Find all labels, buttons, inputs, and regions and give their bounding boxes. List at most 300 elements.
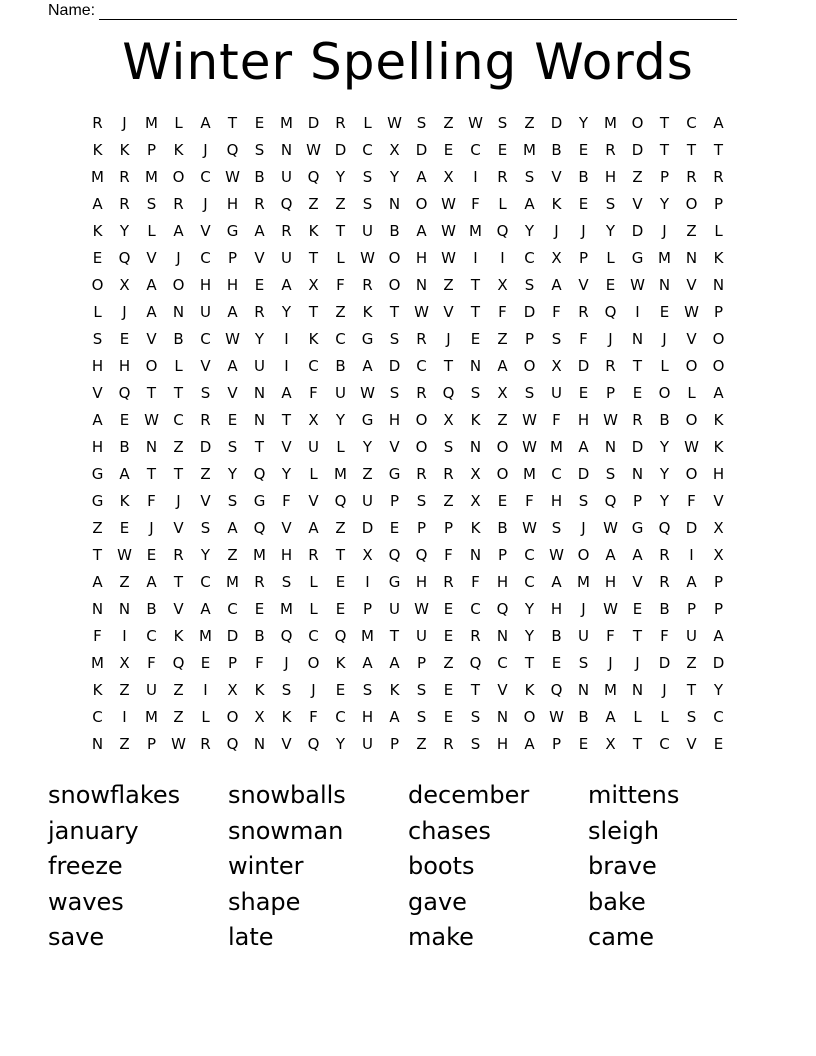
grid-letter: V	[146, 330, 157, 348]
grid-letter: H	[226, 276, 239, 294]
grid-letter: V	[92, 384, 103, 402]
grid-letter: K	[308, 222, 319, 240]
grid-letter: H	[415, 249, 428, 267]
grid-letter: M	[145, 114, 158, 132]
grid-letter: K	[119, 141, 130, 159]
grid-letter: G	[226, 222, 239, 240]
grid-letter: V	[281, 438, 292, 456]
grid-letter: S	[146, 195, 157, 213]
grid-letter: P	[362, 600, 373, 618]
grid-letter: L	[201, 708, 210, 726]
grid-letter: X	[551, 357, 562, 375]
grid-letter: P	[659, 168, 670, 186]
grid-letter: C	[362, 141, 373, 159]
grid-letter: E	[632, 600, 643, 618]
grid-letter: K	[92, 681, 103, 699]
grid-letter: T	[335, 546, 346, 564]
grid-letter: Q	[307, 735, 320, 753]
grid-letter: O	[631, 114, 644, 132]
grid-letter: O	[685, 357, 698, 375]
grid-letter: Q	[550, 681, 563, 699]
grid-letter: L	[633, 708, 642, 726]
grid-letter: S	[281, 681, 292, 699]
grid-letter: K	[713, 438, 724, 456]
grid-letter: U	[200, 303, 211, 321]
grid-letter: C	[92, 708, 103, 726]
grid-letter: T	[686, 681, 697, 699]
word-bank-item: waves	[48, 887, 124, 916]
grid-letter: L	[309, 573, 318, 591]
grid-letter: E	[578, 141, 589, 159]
grid-letter: E	[92, 249, 103, 267]
grid-letter: E	[119, 411, 130, 429]
word-search-grid	[84, 110, 732, 758]
grid-letter: I	[284, 330, 289, 348]
grid-letter: F	[552, 411, 561, 429]
grid-row	[84, 623, 732, 650]
grid-letter: J	[662, 222, 667, 240]
grid-letter: F	[444, 546, 453, 564]
grid-letter: H	[496, 573, 509, 591]
grid-letter: C	[200, 249, 211, 267]
grid-letter: A	[605, 546, 616, 564]
grid-letter: L	[309, 465, 318, 483]
grid-letter: S	[497, 114, 508, 132]
word-bank-item: make	[408, 923, 474, 951]
grid-letter: P	[146, 735, 157, 753]
grid-letter: L	[363, 114, 372, 132]
grid-letter: H	[226, 195, 239, 213]
grid-letter: B	[578, 708, 589, 726]
grid-letter: S	[92, 330, 103, 348]
grid-letter: E	[200, 654, 211, 672]
grid-letter: S	[605, 465, 616, 483]
grid-letter: H	[280, 546, 293, 564]
grid-letter: T	[470, 681, 481, 699]
grid-letter: T	[173, 573, 184, 591]
grid-letter: F	[606, 627, 615, 645]
grid-row	[84, 137, 732, 164]
grid-letter: C	[146, 627, 157, 645]
grid-letter: T	[227, 114, 238, 132]
grid-letter: R	[578, 303, 589, 321]
grid-letter: P	[443, 519, 454, 537]
grid-letter: L	[147, 222, 156, 240]
grid-letter: N	[577, 681, 590, 699]
grid-letter: T	[659, 114, 670, 132]
grid-letter: E	[605, 276, 616, 294]
grid-letter: F	[282, 492, 291, 510]
grid-letter: F	[255, 654, 264, 672]
grid-letter: C	[308, 627, 319, 645]
grid-letter: J	[149, 519, 154, 537]
grid-letter: C	[497, 654, 508, 672]
word-bank-item: snowman	[228, 816, 344, 845]
grid-letter: Q	[280, 195, 293, 213]
grid-letter: R	[254, 303, 265, 321]
grid-letter: Y	[659, 195, 670, 213]
grid-letter: Q	[334, 492, 347, 510]
grid-letter: T	[470, 303, 481, 321]
grid-letter: E	[443, 627, 454, 645]
grid-letter: H	[199, 276, 212, 294]
grid-letter: Y	[335, 168, 346, 186]
grid-letter: Y	[605, 222, 616, 240]
grid-letter: N	[118, 600, 131, 618]
grid-letter: F	[147, 492, 156, 510]
grid-letter: R	[362, 276, 373, 294]
grid-letter: U	[362, 222, 373, 240]
grid-letter: A	[281, 384, 292, 402]
grid-letter: Y	[578, 114, 589, 132]
grid-letter: V	[173, 519, 184, 537]
grid-letter: S	[551, 519, 562, 537]
grid-letter: O	[172, 168, 185, 186]
grid-row	[84, 353, 732, 380]
grid-letter: P	[227, 654, 238, 672]
grid-letter: Z	[119, 573, 130, 591]
grid-letter: V	[200, 357, 211, 375]
grid-letter: K	[389, 681, 400, 699]
grid-letter: V	[632, 195, 643, 213]
grid-letter: Y	[335, 411, 346, 429]
grid-letter: W	[117, 546, 132, 564]
grid-letter: E	[443, 681, 454, 699]
grid-letter: Q	[226, 735, 239, 753]
grid-letter: U	[416, 627, 427, 645]
grid-letter: X	[470, 465, 481, 483]
grid-letter: D	[199, 438, 212, 456]
grid-letter: A	[362, 654, 373, 672]
grid-row	[84, 569, 732, 596]
grid-letter: S	[416, 708, 427, 726]
grid-letter: V	[632, 573, 643, 591]
grid-letter: D	[226, 627, 239, 645]
grid-letter: M	[145, 708, 158, 726]
grid-letter: H	[91, 357, 104, 375]
grid-letter: B	[551, 141, 562, 159]
grid-letter: J	[608, 654, 613, 672]
word-bank-item: came	[588, 923, 655, 951]
grid-letter: N	[631, 465, 644, 483]
grid-letter: M	[577, 573, 590, 591]
page-title: Winter Spelling Words	[122, 33, 694, 91]
grid-letter: R	[443, 573, 454, 591]
grid-letter: K	[470, 519, 481, 537]
grid-letter: D	[415, 141, 428, 159]
grid-letter: Y	[524, 600, 535, 618]
grid-letter: N	[91, 735, 104, 753]
grid-letter: E	[497, 492, 508, 510]
grid-letter: E	[119, 519, 130, 537]
grid-letter: A	[200, 114, 211, 132]
grid-letter: W	[387, 114, 402, 132]
grid-letter: W	[549, 708, 564, 726]
grid-letter: T	[308, 249, 319, 267]
grid-letter: L	[498, 195, 507, 213]
grid-letter: B	[497, 519, 508, 537]
grid-letter: E	[632, 384, 643, 402]
grid-letter: X	[362, 546, 373, 564]
grid-letter: R	[659, 546, 670, 564]
grid-letter: V	[578, 276, 589, 294]
grid-letter: N	[253, 384, 266, 402]
grid-letter: K	[173, 627, 184, 645]
grid-letter: S	[416, 114, 427, 132]
grid-letter: F	[552, 303, 561, 321]
grid-letter: J	[122, 114, 127, 132]
grid-letter: R	[686, 168, 697, 186]
grid-letter: V	[227, 384, 238, 402]
grid-letter: A	[416, 168, 427, 186]
grid-letter: W	[684, 438, 699, 456]
grid-letter: R	[173, 195, 184, 213]
grid-row	[84, 596, 732, 623]
grid-letter: S	[578, 492, 589, 510]
grid-letter: Z	[173, 681, 184, 699]
grid-letter: R	[632, 411, 643, 429]
grid-letter: C	[524, 573, 535, 591]
grid-letter: D	[712, 654, 725, 672]
grid-letter: S	[416, 492, 427, 510]
grid-letter: C	[524, 249, 535, 267]
grid-letter: D	[658, 654, 671, 672]
grid-letter: G	[253, 492, 266, 510]
grid-letter: P	[524, 330, 535, 348]
grid-letter: O	[685, 411, 698, 429]
grid-letter: C	[713, 708, 724, 726]
grid-letter: R	[470, 627, 481, 645]
grid-letter: K	[173, 141, 184, 159]
grid-letter: L	[687, 384, 696, 402]
grid-letter: Z	[335, 519, 346, 537]
grid-letter: T	[659, 141, 670, 159]
grid-letter: F	[147, 654, 156, 672]
grid-letter: S	[605, 195, 616, 213]
grid-letter: S	[443, 438, 454, 456]
grid-letter: A	[389, 654, 400, 672]
grid-letter: Y	[524, 222, 535, 240]
grid-letter: T	[632, 357, 643, 375]
grid-letter: E	[443, 141, 454, 159]
grid-letter: F	[309, 708, 318, 726]
word-bank-item: chases	[408, 816, 491, 845]
grid-letter: J	[662, 681, 667, 699]
grid-letter: P	[227, 249, 238, 267]
grid-letter: N	[631, 330, 644, 348]
grid-letter: W	[603, 600, 618, 618]
grid-letter: M	[658, 249, 671, 267]
grid-letter: K	[92, 222, 103, 240]
grid-letter: R	[416, 384, 427, 402]
grid-letter: O	[307, 654, 320, 672]
grid-letter: K	[335, 654, 346, 672]
grid-letter: U	[362, 735, 373, 753]
grid-letter: B	[146, 600, 157, 618]
grid-letter: C	[551, 465, 562, 483]
grid-letter: Z	[173, 438, 184, 456]
word-bank-item: freeze	[48, 852, 123, 880]
grid-letter: Z	[227, 546, 238, 564]
grid-letter: P	[578, 249, 589, 267]
grid-letter: B	[335, 357, 346, 375]
grid-row	[84, 515, 732, 542]
grid-letter: A	[227, 519, 238, 537]
grid-letter: J	[581, 600, 586, 618]
grid-letter: J	[176, 249, 181, 267]
grid-letter: S	[200, 384, 211, 402]
grid-letter: I	[473, 249, 478, 267]
grid-letter: R	[308, 546, 319, 564]
grid-letter: S	[524, 276, 535, 294]
grid-letter: X	[119, 654, 130, 672]
grid-letter: A	[713, 114, 724, 132]
grid-letter: A	[632, 546, 643, 564]
grid-letter: M	[199, 627, 212, 645]
grid-letter: S	[470, 384, 481, 402]
grid-letter: A	[416, 222, 427, 240]
grid-letter: R	[416, 465, 427, 483]
grid-letter: S	[686, 708, 697, 726]
grid-letter: R	[416, 330, 427, 348]
grid-letter: Z	[335, 195, 346, 213]
grid-letter: S	[254, 141, 265, 159]
grid-letter: M	[280, 600, 293, 618]
grid-letter: Z	[92, 519, 103, 537]
grid-letter: E	[254, 600, 265, 618]
grid-letter: T	[92, 546, 103, 564]
grid-letter: W	[603, 411, 618, 429]
grid-letter: O	[523, 357, 536, 375]
grid-letter: O	[415, 411, 428, 429]
grid-letter: A	[497, 357, 508, 375]
grid-letter: E	[335, 600, 346, 618]
grid-letter: S	[227, 492, 238, 510]
grid-letter: R	[443, 465, 454, 483]
grid-letter: O	[496, 465, 509, 483]
grid-letter: Q	[388, 546, 401, 564]
grid-letter: B	[173, 330, 184, 348]
grid-letter: W	[522, 519, 537, 537]
grid-row	[84, 677, 732, 704]
grid-letter: J	[311, 681, 316, 699]
grid-letter: L	[309, 600, 318, 618]
grid-letter: H	[550, 492, 563, 510]
grid-letter: G	[91, 492, 104, 510]
grid-letter: R	[92, 114, 103, 132]
grid-letter: G	[361, 411, 374, 429]
grid-letter: T	[443, 357, 454, 375]
grid-letter: G	[631, 519, 644, 537]
grid-letter: S	[200, 519, 211, 537]
grid-letter: Z	[443, 654, 454, 672]
grid-letter: W	[441, 249, 456, 267]
grid-letter: R	[281, 222, 292, 240]
grid-letter: Q	[226, 141, 239, 159]
grid-letter: N	[496, 708, 509, 726]
word-bank-item: brave	[588, 852, 657, 880]
grid-letter: I	[635, 303, 640, 321]
grid-letter: S	[362, 195, 373, 213]
grid-letter: Y	[524, 627, 535, 645]
grid-letter: Y	[362, 438, 373, 456]
grid-letter: H	[550, 600, 563, 618]
grid-letter: J	[284, 654, 289, 672]
grid-letter: A	[578, 438, 589, 456]
grid-letter: V	[686, 330, 697, 348]
grid-letter: A	[146, 276, 157, 294]
grid-letter: M	[523, 465, 536, 483]
grid-letter: M	[226, 573, 239, 591]
grid-row	[84, 488, 732, 515]
grid-letter: H	[712, 465, 725, 483]
grid-letter: W	[549, 546, 564, 564]
grid-letter: A	[146, 573, 157, 591]
grid-letter: L	[93, 303, 102, 321]
grid-letter: E	[578, 735, 589, 753]
grid-letter: T	[713, 141, 724, 159]
grid-letter: S	[227, 438, 238, 456]
grid-letter: A	[362, 357, 373, 375]
grid-letter: Q	[118, 384, 131, 402]
grid-letter: M	[334, 465, 347, 483]
grid-letter: C	[470, 600, 481, 618]
grid-letter: V	[200, 222, 211, 240]
grid-letter: U	[281, 168, 292, 186]
grid-letter: O	[685, 465, 698, 483]
grid-letter: C	[335, 708, 346, 726]
grid-letter: B	[254, 627, 265, 645]
grid-letter: K	[713, 411, 724, 429]
grid-letter: R	[119, 195, 130, 213]
grid-letter: P	[416, 519, 427, 537]
grid-letter: F	[660, 627, 669, 645]
grid-letter: M	[361, 627, 374, 645]
grid-letter: V	[443, 303, 454, 321]
grid-letter: T	[524, 654, 535, 672]
grid-letter: S	[470, 735, 481, 753]
grid-letter: I	[122, 627, 127, 645]
grid-letter: V	[281, 519, 292, 537]
grid-letter: X	[389, 141, 400, 159]
grid-letter: M	[253, 546, 266, 564]
grid-letter: M	[550, 438, 563, 456]
grid-letter: Q	[604, 303, 617, 321]
grid-letter: Z	[119, 735, 130, 753]
grid-row	[84, 380, 732, 407]
grid-letter: T	[389, 627, 400, 645]
grid-letter: P	[389, 492, 400, 510]
grid-letter: W	[630, 276, 645, 294]
grid-letter: V	[389, 438, 400, 456]
grid-row	[84, 326, 732, 353]
grid-letter: A	[551, 276, 562, 294]
grid-letter: M	[469, 222, 482, 240]
grid-letter: L	[336, 249, 345, 267]
grid-letter: S	[470, 708, 481, 726]
grid-letter: Y	[659, 492, 670, 510]
grid-letter: C	[335, 330, 346, 348]
grid-letter: I	[473, 168, 478, 186]
grid-letter: J	[122, 303, 127, 321]
grid-letter: A	[713, 627, 724, 645]
grid-letter: Q	[334, 627, 347, 645]
word-bank-item: december	[408, 781, 530, 809]
grid-letter: B	[659, 411, 670, 429]
grid-letter: W	[522, 411, 537, 429]
grid-letter: R	[443, 735, 454, 753]
grid-letter: Y	[227, 465, 238, 483]
